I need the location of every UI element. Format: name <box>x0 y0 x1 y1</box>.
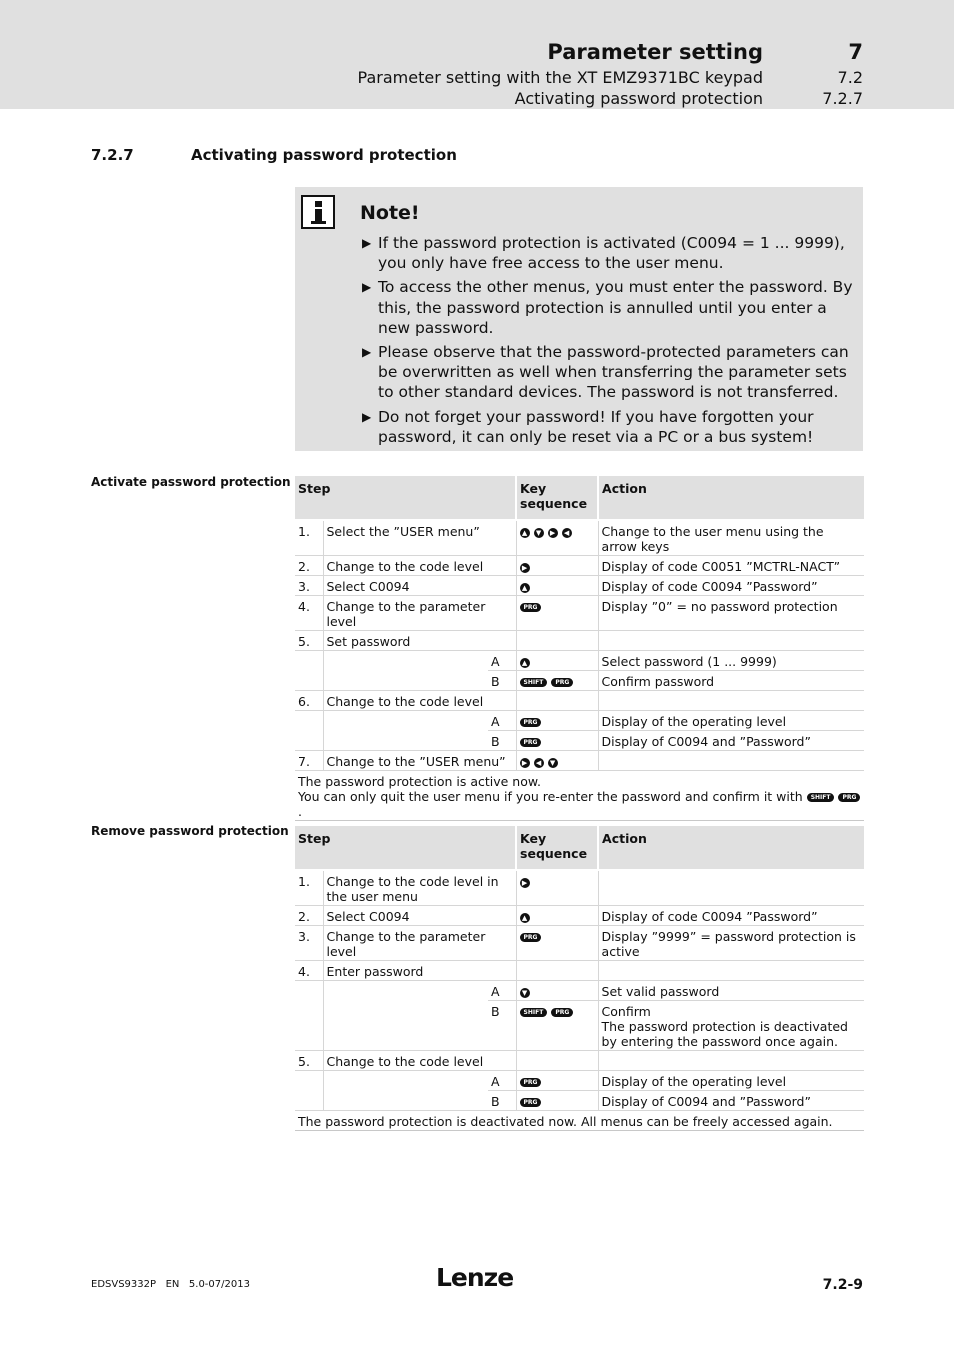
key-sequence <box>516 576 598 596</box>
section-title: Activating password protection <box>191 146 457 164</box>
table-row: 2. Change to the code level ▶ Display of code C0051 ”MCTRL-NACT” <box>295 556 864 576</box>
key-sequence <box>516 926 598 961</box>
col-header-key: Key sequence <box>516 476 598 520</box>
note-item: ▶ Do not forget your password! If you have forgotten your password, it can only be reset via a PC or a bus system! <box>362 407 814 446</box>
table-row: 5. Change to the code level <box>295 1051 864 1071</box>
col-header-action: Action <box>598 826 864 870</box>
key-sequence <box>516 520 598 556</box>
note-item: ▶ To access the other menus, you must enter the password. By this, the password protection is annulled until you enter a new password. <box>362 278 853 337</box>
right-arrow-key-icon: ▶ <box>520 563 530 573</box>
key-sequence <box>516 870 598 906</box>
prg-key-icon: PRG <box>520 1078 542 1087</box>
shift-key-icon: SHIFT <box>520 678 548 687</box>
right-arrow-key-icon: ▶ <box>520 878 530 888</box>
table-row: 4. Enter password <box>295 961 864 981</box>
table-row: 2. Select C0094 ▲ Display of code C0094 ”Password” <box>295 906 864 926</box>
prg-key-icon: PRG <box>520 1098 542 1107</box>
table-header-row <box>295 826 864 870</box>
header-band <box>0 0 954 109</box>
note-box <box>295 187 863 451</box>
key-sequence <box>516 1001 598 1051</box>
prg-key-icon: PRG <box>520 603 542 612</box>
table-row: 1. Change to the code level in the user menu ▶ <box>295 870 864 906</box>
key-sequence <box>516 1071 598 1091</box>
key-sequence <box>516 671 598 691</box>
page-number: 7.2-9 <box>822 1277 863 1293</box>
key-sequence <box>516 1091 598 1111</box>
subsection-subtitle-number: 7.2.7 <box>822 89 863 108</box>
subsection-subtitle: Activating password protection <box>514 89 763 108</box>
col-header-step: Step <box>295 826 516 870</box>
table-subrow: B SHIFT PRG Confirm password <box>295 671 864 691</box>
activate-label: Activate password protection <box>91 475 291 489</box>
prg-key-icon: PRG <box>520 933 542 942</box>
down-arrow-key-icon: ▼ <box>548 758 558 768</box>
col-header-step: Step <box>295 476 516 520</box>
bullet-arrow-icon: ▶ <box>362 280 372 295</box>
table-row: 1. Select the ”USER menu” ▲ ▼ ▶ ◀ Change to the user menu using the arrow keys <box>295 520 864 556</box>
note-title: Note! <box>360 202 420 224</box>
up-arrow-key-icon: ▲ <box>520 583 530 593</box>
key-sequence <box>516 711 598 731</box>
table-row: 3. Change to the parameter level PRG Display ”9999” = password protection is active <box>295 926 864 961</box>
table-row: 3. Select C0094 ▲ Display of code C0094 ”Password” <box>295 576 864 596</box>
lenze-logo: Lenze <box>436 1263 514 1292</box>
col-header-action: Action <box>598 476 864 520</box>
footer-note: The password protection is active now. <box>298 774 541 789</box>
right-arrow-key-icon: ▶ <box>520 758 530 768</box>
shift-key-icon: SHIFT <box>520 1008 548 1017</box>
table-row: 7. Change to the ”USER menu” ▶ ◀ ▼ <box>295 751 864 771</box>
down-arrow-key-icon: ▼ <box>534 528 544 538</box>
table-header-row <box>295 476 864 520</box>
up-arrow-key-icon: ▲ <box>520 913 530 923</box>
col-header-key: Key sequence <box>516 826 598 870</box>
key-sequence <box>516 556 598 576</box>
prg-key-icon: PRG <box>520 738 542 747</box>
key-sequence <box>516 731 598 751</box>
key-sequence <box>516 751 598 771</box>
bullet-arrow-icon: ▶ <box>362 236 372 250</box>
bullet-arrow-icon: ▶ <box>362 345 372 360</box>
remove-table <box>295 826 864 1131</box>
up-arrow-key-icon: ▲ <box>520 528 530 538</box>
table-subrow: A ▲ Select password (1 ... 9999) <box>295 651 864 671</box>
bullet-arrow-icon: ▶ <box>362 409 372 424</box>
chapter-number: 7 <box>848 40 863 64</box>
table-subrow: A ▼ Set valid password <box>295 981 864 1001</box>
key-sequence <box>516 651 598 671</box>
footer-note: You can only quit the user menu if you re-enter the password and confirm it with <box>298 789 803 804</box>
note-item: ▶ If the password protection is activated (C0094 = 1 ... 9999), you only have free access to the user menu. <box>362 234 845 273</box>
table-subrow: A PRG Display of the operating level <box>295 1071 864 1091</box>
chapter-title: Parameter setting <box>547 40 763 64</box>
table-subrow: B PRG Display of C0094 and ”Password” <box>295 731 864 751</box>
table-row: 4. Change to the parameter level PRG Display ”0” = no password protection <box>295 596 864 631</box>
left-arrow-key-icon: ◀ <box>534 758 544 768</box>
table-footer-row <box>295 1111 864 1131</box>
table-row: 6. Change to the code level <box>295 691 864 711</box>
activate-table <box>295 476 864 821</box>
remove-label: Remove password protection <box>91 824 289 838</box>
up-arrow-key-icon: ▲ <box>520 658 530 668</box>
footer-note: The password protection is deactivated now. All menus can be freely accessed again. <box>295 1111 864 1131</box>
document-id: EDSVS9332P EN 5.0-07/2013 <box>91 1279 250 1290</box>
table-subrow: A PRG Display of the operating level <box>295 711 864 731</box>
table-subrow: B SHIFT PRG Confirm The password protection is deactivated by entering the password once again. <box>295 1001 864 1051</box>
down-arrow-key-icon: ▼ <box>520 988 530 998</box>
shift-key-icon: SHIFT <box>807 793 835 802</box>
right-arrow-key-icon: ▶ <box>548 528 558 538</box>
prg-key-icon: PRG <box>838 793 860 802</box>
info-icon <box>301 195 335 229</box>
section-subtitle: Parameter setting with the XT EMZ9371BC keypad <box>357 68 763 87</box>
prg-key-icon: PRG <box>551 678 573 687</box>
prg-key-icon: PRG <box>551 1008 573 1017</box>
key-sequence <box>516 981 598 1001</box>
table-row: 5. Set password <box>295 631 864 651</box>
note-item: ▶ Please observe that the password-protected parameters can be overwritten as well when transferring the parameter sets to other standard devices. The password is not transferred. <box>362 343 849 402</box>
key-sequence <box>516 596 598 631</box>
left-arrow-key-icon: ◀ <box>562 528 572 538</box>
prg-key-icon: PRG <box>520 718 542 727</box>
note-list <box>362 233 858 451</box>
table-subrow: B PRG Display of C0094 and ”Password” <box>295 1091 864 1111</box>
table-footer-row: The password protection is active now. You can only quit the user menu if you re-enter the password and confirm it with SHIFT PRG. <box>295 771 864 821</box>
key-sequence <box>516 906 598 926</box>
section-subtitle-number: 7.2 <box>837 68 863 87</box>
section-number: 7.2.7 <box>91 146 134 164</box>
